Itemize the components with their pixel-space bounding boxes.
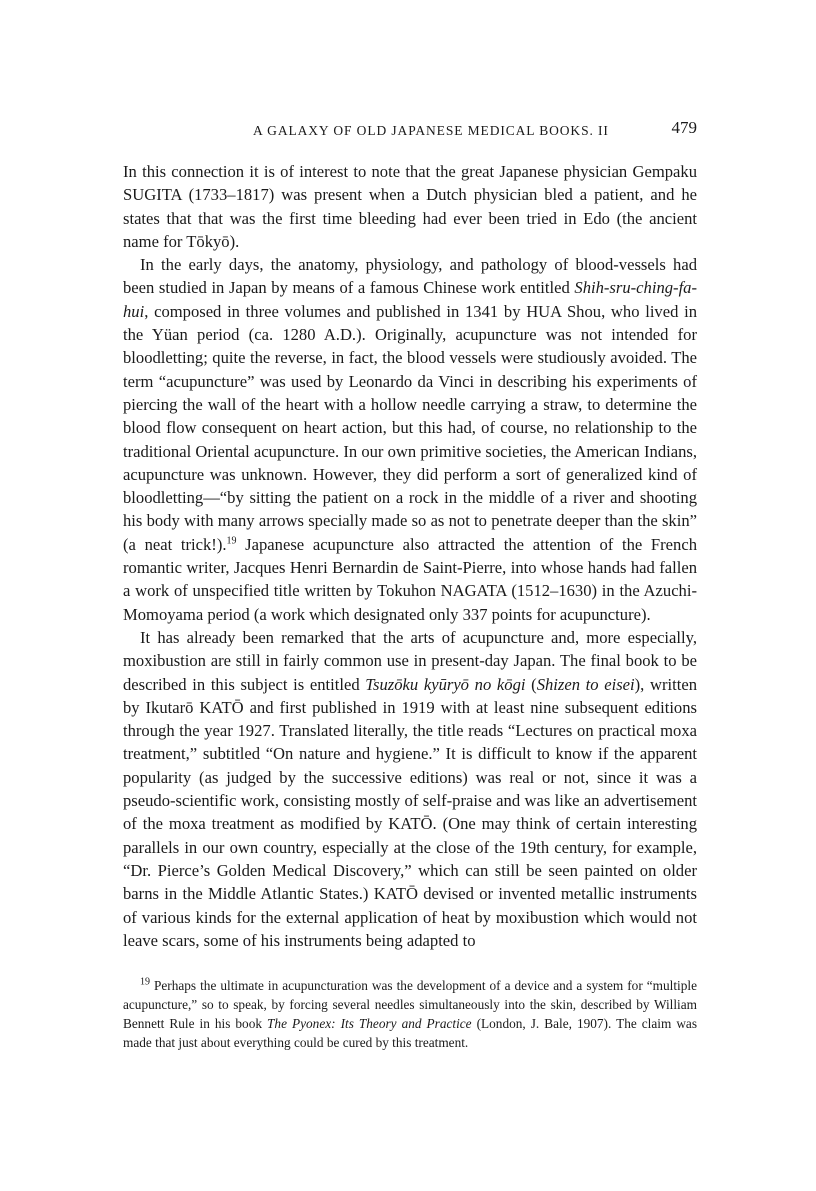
running-title: A GALAXY OF OLD JAPANESE MEDICAL BOOKS. II [253,123,609,138]
footnote-19 [123,976,697,1052]
page-number: 479 [671,118,697,137]
paragraph-3 [123,626,697,952]
paragraph-3-text-a: It has already been remarked that the arts of acupuncture and, more especially, moxibustion are still in fairly common use in present-day Japan. The final book to be described in this subject is entitled [123,627,697,694]
footnote-book-title: The Pyonex: Its Theory and Practice [267,1016,472,1032]
footnote-text-a: Perhaps the ultimate in acupuncturation was the development of a device and a system for “multiple acupuncture,” so to speak, by forcing several needles simultaneously into the skin, described by William Bennett Rule in his book [123,978,697,1032]
footnotes [123,976,697,1052]
paragraph-2-text-c: Japanese acupuncture also attracted the attention of the French romantic writer, Jacques Henri Bernardin de Saint-Pierre, into whose hands had fallen a work of unspecified title written by Tokuhon NAGATA (1512–1630) in the Azuchi-Momoyama period (a work which designated only 337 points for acupuncture). [123,534,697,624]
paragraph-3-text-c: ), written by Ikutarō KATŌ and first published in 1919 with at least nine subsequent editions through the year 1927. Translated literally, the title reads “Lectures on practical moxa treatment,” subtitled “On nature and hygiene.” It is difficult to know if the apparent popularity (as judged by the successive editions) was real or not, since it was a pseudo-scientific work, consisting mostly of self-praise and was like an advertisement of the moxa treatment as modified by KATŌ. (One may think of certain interesting parallels in our own country, especially at the close of the 19th century, for example, “Dr. Pierce’s Golden Medical Discovery,” which can still be seen painted on older barns in the Middle Atlantic States.) KATŌ devised or invented metallic instruments of various kinds for the external application of heat by moxibustion which would not leave scars, some of his instruments being adapted to [123,674,697,950]
body-text [123,160,697,952]
paragraph-1: In this connection it is of interest to note that the great Japanese physician Gempaku SUGITA (1733–1817) was present when a Dutch physician bled a patient, and he states that that was the first time bleeding had ever been tried in Edo (the ancient name for Tōkyō). [123,162,697,251]
paragraph-2 [123,253,697,626]
footnote-reference[interactable]: 19 [226,535,237,547]
footnote-marker: 19 [140,976,150,988]
paragraph-3-text-b: ( [525,674,537,694]
paragraph-2-text-b: , composed in three volumes and published in 1341 by HUA Shou, who lived in the Yüan period (ca. 1280 A.D.). Originally, acupuncture was not intended for bloodletting; quite the reverse, in fact, the blood vessels were studiously avoided. The term “acupuncture” was used by Leonardo da Vinci in describing his experiments of piercing the wall of the heart with a hollow needle carrying a straw, to determine the blood flow consequent on heart action, but this had, of course, no relationship to the traditional Oriental acupuncture. In our own primitive societies, the American Indians, acupuncture was unknown. However, they did perform a sort of generalized kind of bloodletting—“by sitting the patient on a rock in the middle of a river and shooting his body with many arrows specially made so as not to penetrate deeper than the skin” (a neat trick!). [123,301,697,554]
running-head [123,118,697,148]
chinese-work-title: Shih-sru-ching-fa-hui [123,278,697,321]
book-subtitle: Shizen to eisei [536,674,635,694]
page [123,118,697,1052]
book-title: Tsuzōku kyūryō no kōgi [365,674,526,694]
footnote-text-b: (London, J. Bale, 1907). The claim was made that just about everything could be cured by this treatment. [123,1016,698,1051]
paragraph-2-text-a: In the early days, the anatomy, physiology, and pathology of blood-vessels had been studied in Japan by means of a famous Chinese work entitled [123,255,697,298]
